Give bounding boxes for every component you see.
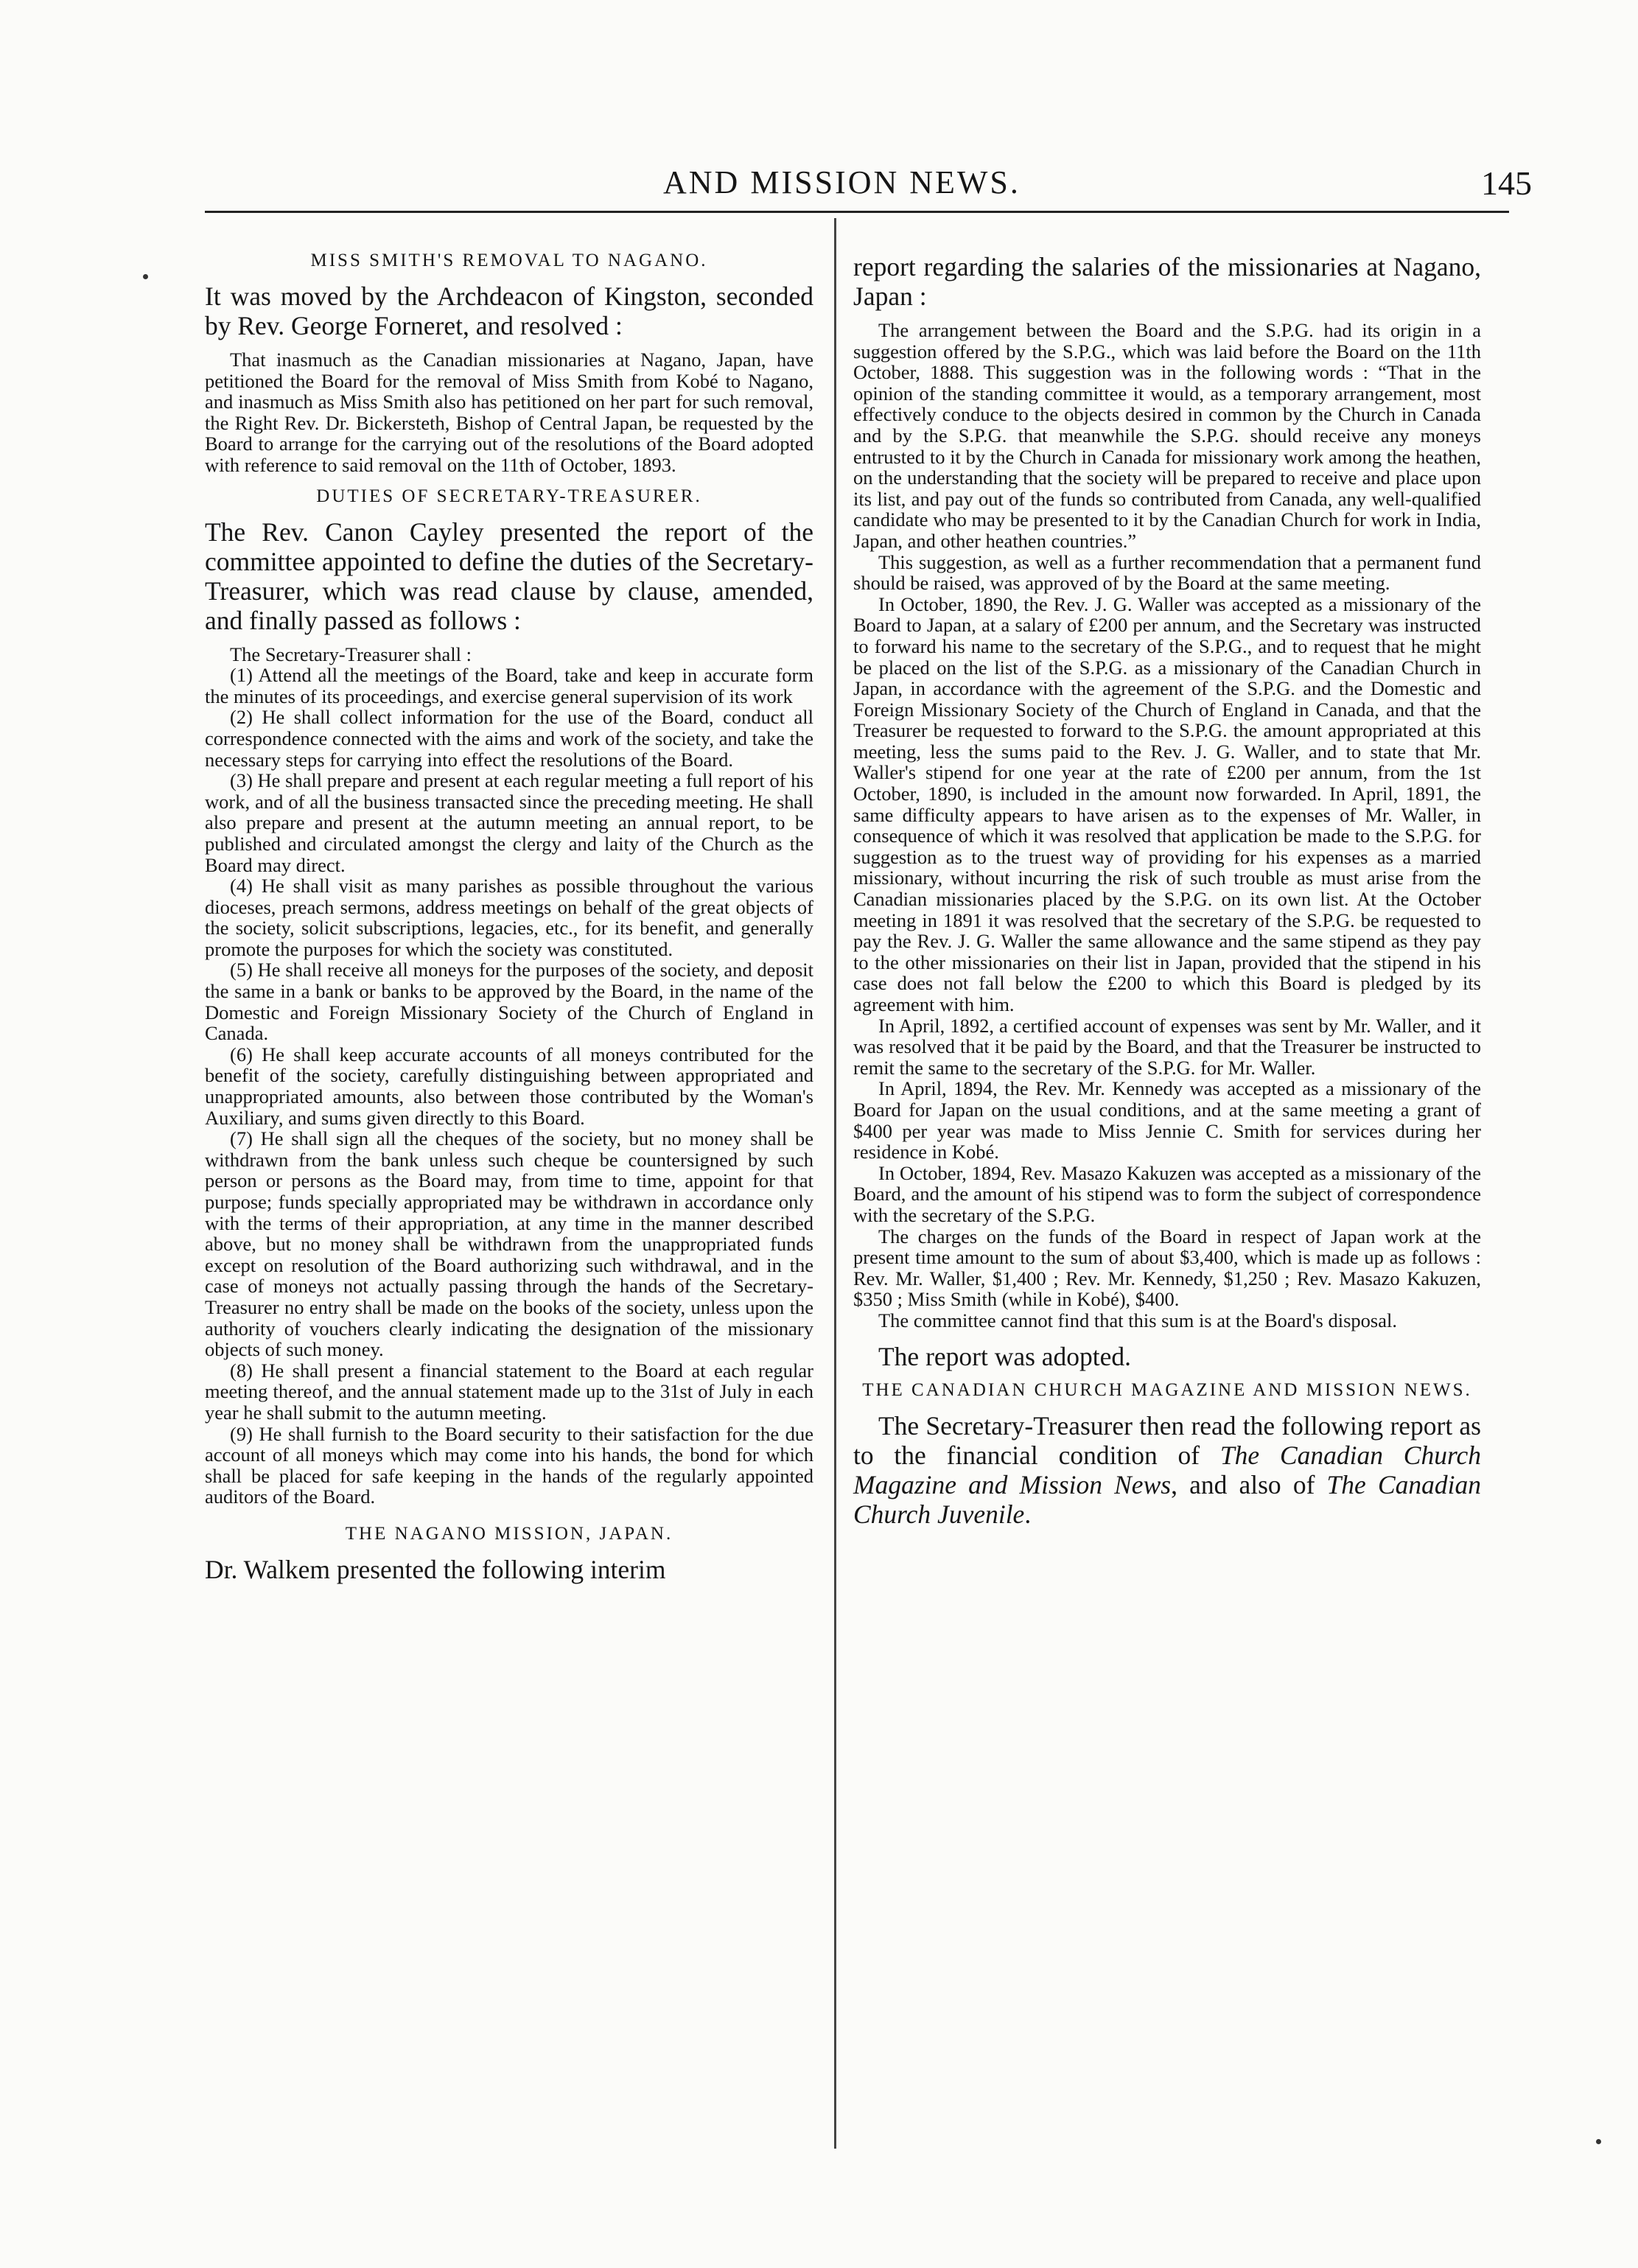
duty-item: (4) He shall visit as many parishes as possible throughout the various dioceses, preach sermons, address meetings on behalf of the great objects of the society, solicit subscriptions, legacies, etc., for its benefit, and generally promote the purposes for which the society was constituted. xyxy=(205,875,813,960)
header-rule xyxy=(205,211,1509,213)
duty-item: (1) Attend all the meetings of the Board, take and keep in accurate form the minutes of its proceedings, and exercise general supervision of its work xyxy=(205,664,813,707)
report-paragraph: The arrangement between the Board and the S.P.G. had its origin in a suggestion offered by the S.P.G., which was laid before the Board on the 11th October, 1888. This suggestion was in the following words : “That in the opinion of the standing committee it would, as a temporary arrangement, most effectively conduce to the objects desired in common by the Church in Canada and by the S.P.G. that meanwhile the S.P.G. should receive any moneys entrusted to it by the Church in Canada for missionary work among the heathen, on the understanding that the society will be prepared to receive and place upon its list, and pay out of the funds so contributed from Canada, any well-qualified candidate who may be presented to it by the Canadian Church for work in India, Japan, and other heathen countries.” xyxy=(853,319,1481,552)
report-paragraph: In April, 1892, a certified account of expenses was sent by Mr. Waller, and it was resolved that it be paid by the Board, and that the Treasurer be instructed to remit the same to the secretary of the S.P.G. for Mr. Waller. xyxy=(853,1014,1481,1079)
duty-item: (6) He shall keep accurate accounts of all moneys contributed for the benefit of the society, carefully distinguishing between appropriated and unappropriated amounts, also between those contributed by the Woman's Auxiliary, and sums given directly to this Board. xyxy=(205,1043,813,1129)
margin-mark xyxy=(1596,2139,1601,2144)
section-heading: DUTIES OF SECRETARY-TREASURER. xyxy=(316,486,702,506)
section-heading: THE NAGANO MISSION, JAPAN. xyxy=(345,1523,673,1544)
resolution-paragraph: That inasmuch as the Canadian missionaries at Nagano, Japan, have petitioned the Board for the removal of Miss Smith from Kobé to Nagano, and inasmuch as Miss Smith also has petitioned on her part for such removal, the Right Rev. Dr. Bickersteth, Bishop of Central Japan, be requested by the Board to arrange for the carrying out of the resolutions of the Board adopted with reference to said removal on the 11th of October, 1893. xyxy=(205,349,813,476)
duty-item: (9) He shall furnish to the Board security to their satisfaction for the due account of all moneys which may come into his hands, the bond for which shall be placed for safe keeping in the hands of the regularly appointed auditors of the Board. xyxy=(205,1422,813,1508)
report-continuation: report regarding the salaries of the missionaries at Nagano, Japan : xyxy=(853,252,1481,311)
interim-report-intro: Dr. Walkem presented the following interim xyxy=(205,1554,666,1584)
report-paragraph: The committee cannot find that this sum is at the Board's disposal. xyxy=(878,1309,1397,1331)
page-number: 145 xyxy=(1481,164,1532,202)
report-paragraph: In October, 1894, Rev. Masazo Kakuzen was accepted as a missionary of the Board, and the amount of his stipend was to form the subject of correspondence with the secretary of the S.P.G. xyxy=(853,1161,1481,1226)
report-paragraph: The Rev. Canon Cayley presented the report of the committee appointed to define the duties of the Secretary-Treasurer, which was read clause by clause, amended, and finally passed as follows : xyxy=(205,517,813,635)
margin-mark xyxy=(143,274,148,279)
report-paragraph: The charges on the funds of the Board in respect of Japan work at the present time amount to the sum of about $3,400, which is made up as follows : Rev. Mr. Waller, $1,400 ; Rev. Mr. Kennedy, $1,250 ; Rev. Masazo Kakuzen, $350 ; Miss Smith (while in Kobé), $400. xyxy=(853,1225,1481,1311)
section-heading: THE CANADIAN CHURCH MAGAZINE AND MISSION NEWS. xyxy=(862,1379,1472,1400)
report-paragraph: This suggestion, as well as a further recommendation that a permanent fund should be raised, was approved of by the Board at the same meeting. xyxy=(853,550,1481,595)
column-divider xyxy=(834,218,836,2149)
right-column xyxy=(853,243,1481,1538)
duty-item: (7) He shall sign all the cheques of the society, but no money shall be withdrawn from the bank unless such cheque be countersigned by such person or persons as the Board may, from time to time, appoint for that purpose; funds specially appropriated may be withdrawn in accordance only with the terms of their appropriation, at any time in the manner described above, but no money shall be withdrawn from the unappropriated funds except on resolution of the Board authorizing such withdrawal, and in the case of moneys not actually passing through the hands of the Secretary-Treasurer no entry shall be made on the books of the society, unless upon the authority of vouchers clearly indicating the designation of the missionary objects of such money. xyxy=(205,1127,813,1361)
report-paragraph: In April, 1894, the Rev. Mr. Kennedy was accepted as a missionary of the Board for Japan on the usual conditions, and at the same meeting a grant of $400 per year was made to Miss Jennie C. Smith for services during her residence in Kobé. xyxy=(853,1077,1481,1163)
motion-paragraph: It was moved by the Archdeacon of Kingston, seconded by Rev. George Forneret, and resolved : xyxy=(205,281,813,340)
duty-item: (2) He shall collect information for the use of the Board, conduct all correspondence connected with the aims and work of the society, and take the necessary steps for carrying into effect the resolutions of the Board. xyxy=(205,706,813,771)
report-adopted: The report was adopted. xyxy=(878,1341,1132,1371)
left-column xyxy=(205,243,813,1593)
section-heading: MISS SMITH'S REMOVAL TO NAGANO. xyxy=(310,251,708,270)
duty-item: (5) He shall receive all moneys for the purposes of the society, and deposit the same in a bank or banks to be approved by the Board, in the name of the Domestic and Foreign Missionary Society of the Church of England in Canada. xyxy=(205,959,813,1045)
final-paragraph: The Secretary-Treasurer then read the following report as to the financial condition of The Canadian Church Magazine and Mission News, and also of The Canadian Church Juvenile. xyxy=(853,1410,1481,1529)
duty-item: (8) He shall present a financial statement to the Board at each regular meeting thereof, and the annual statement made up to the 31st of July in each year he shall submit to the autumn meeting. xyxy=(205,1359,813,1424)
report-paragraph: In October, 1890, the Rev. J. G. Waller was accepted as a missionary of the Board to Japan, at a salary of £200 per annum, and the Secretary was instructed to forward his name to the secretary of the S.P.G., and to request that he might be placed on the list of the S.P.G. as a missionary of the Canadian Church in Japan, in accordance with the agreement of the S.P.G. and the Domestic and Foreign Missionary Society of the Church of England in Canada, and that the Treasurer be requested to forward to the S.P.G. the amount appropriated at this meeting, less the sums paid to the Rev. J. G. Waller, and to state that Mr. Waller's stipend for one year at the rate of £200 per annum, from the 1st October, 1890, is included in the amount now forwarded. In April, 1891, the same difficulty appears to have arisen as to the expenses of Mr. Waller, in consequence of which it was resolved that application be made to the S.P.G. for suggestion as to the truest way of providing for his expenses as a married missionary, without incurring the risk of such trouble as must arise from the Canadian missionaries placed by the S.P.G. on its own list. At the October meeting in 1891 it was resolved that the secretary of the S.P.G. be requested to pay the Rev. J. G. Waller the same allowance and the same stipend as they pay to the other missionaries on their list in Japan, provided that the stipend in his case does not fall below the £200 to which this Board is pledged by its agreement with him. xyxy=(853,592,1481,1015)
duty-item: (3) He shall prepare and present at each regular meeting a full report of his work, and of all the business transacted since the preceding meeting. He shall also prepare and present at the autumn meeting an annual report, to be published and circulated amongst the clergy and laity of the Church as the Board may direct. xyxy=(205,769,813,876)
running-header: AND MISSION NEWS. xyxy=(663,164,1021,200)
duties-intro: The Secretary-Treasurer shall : xyxy=(230,643,472,665)
